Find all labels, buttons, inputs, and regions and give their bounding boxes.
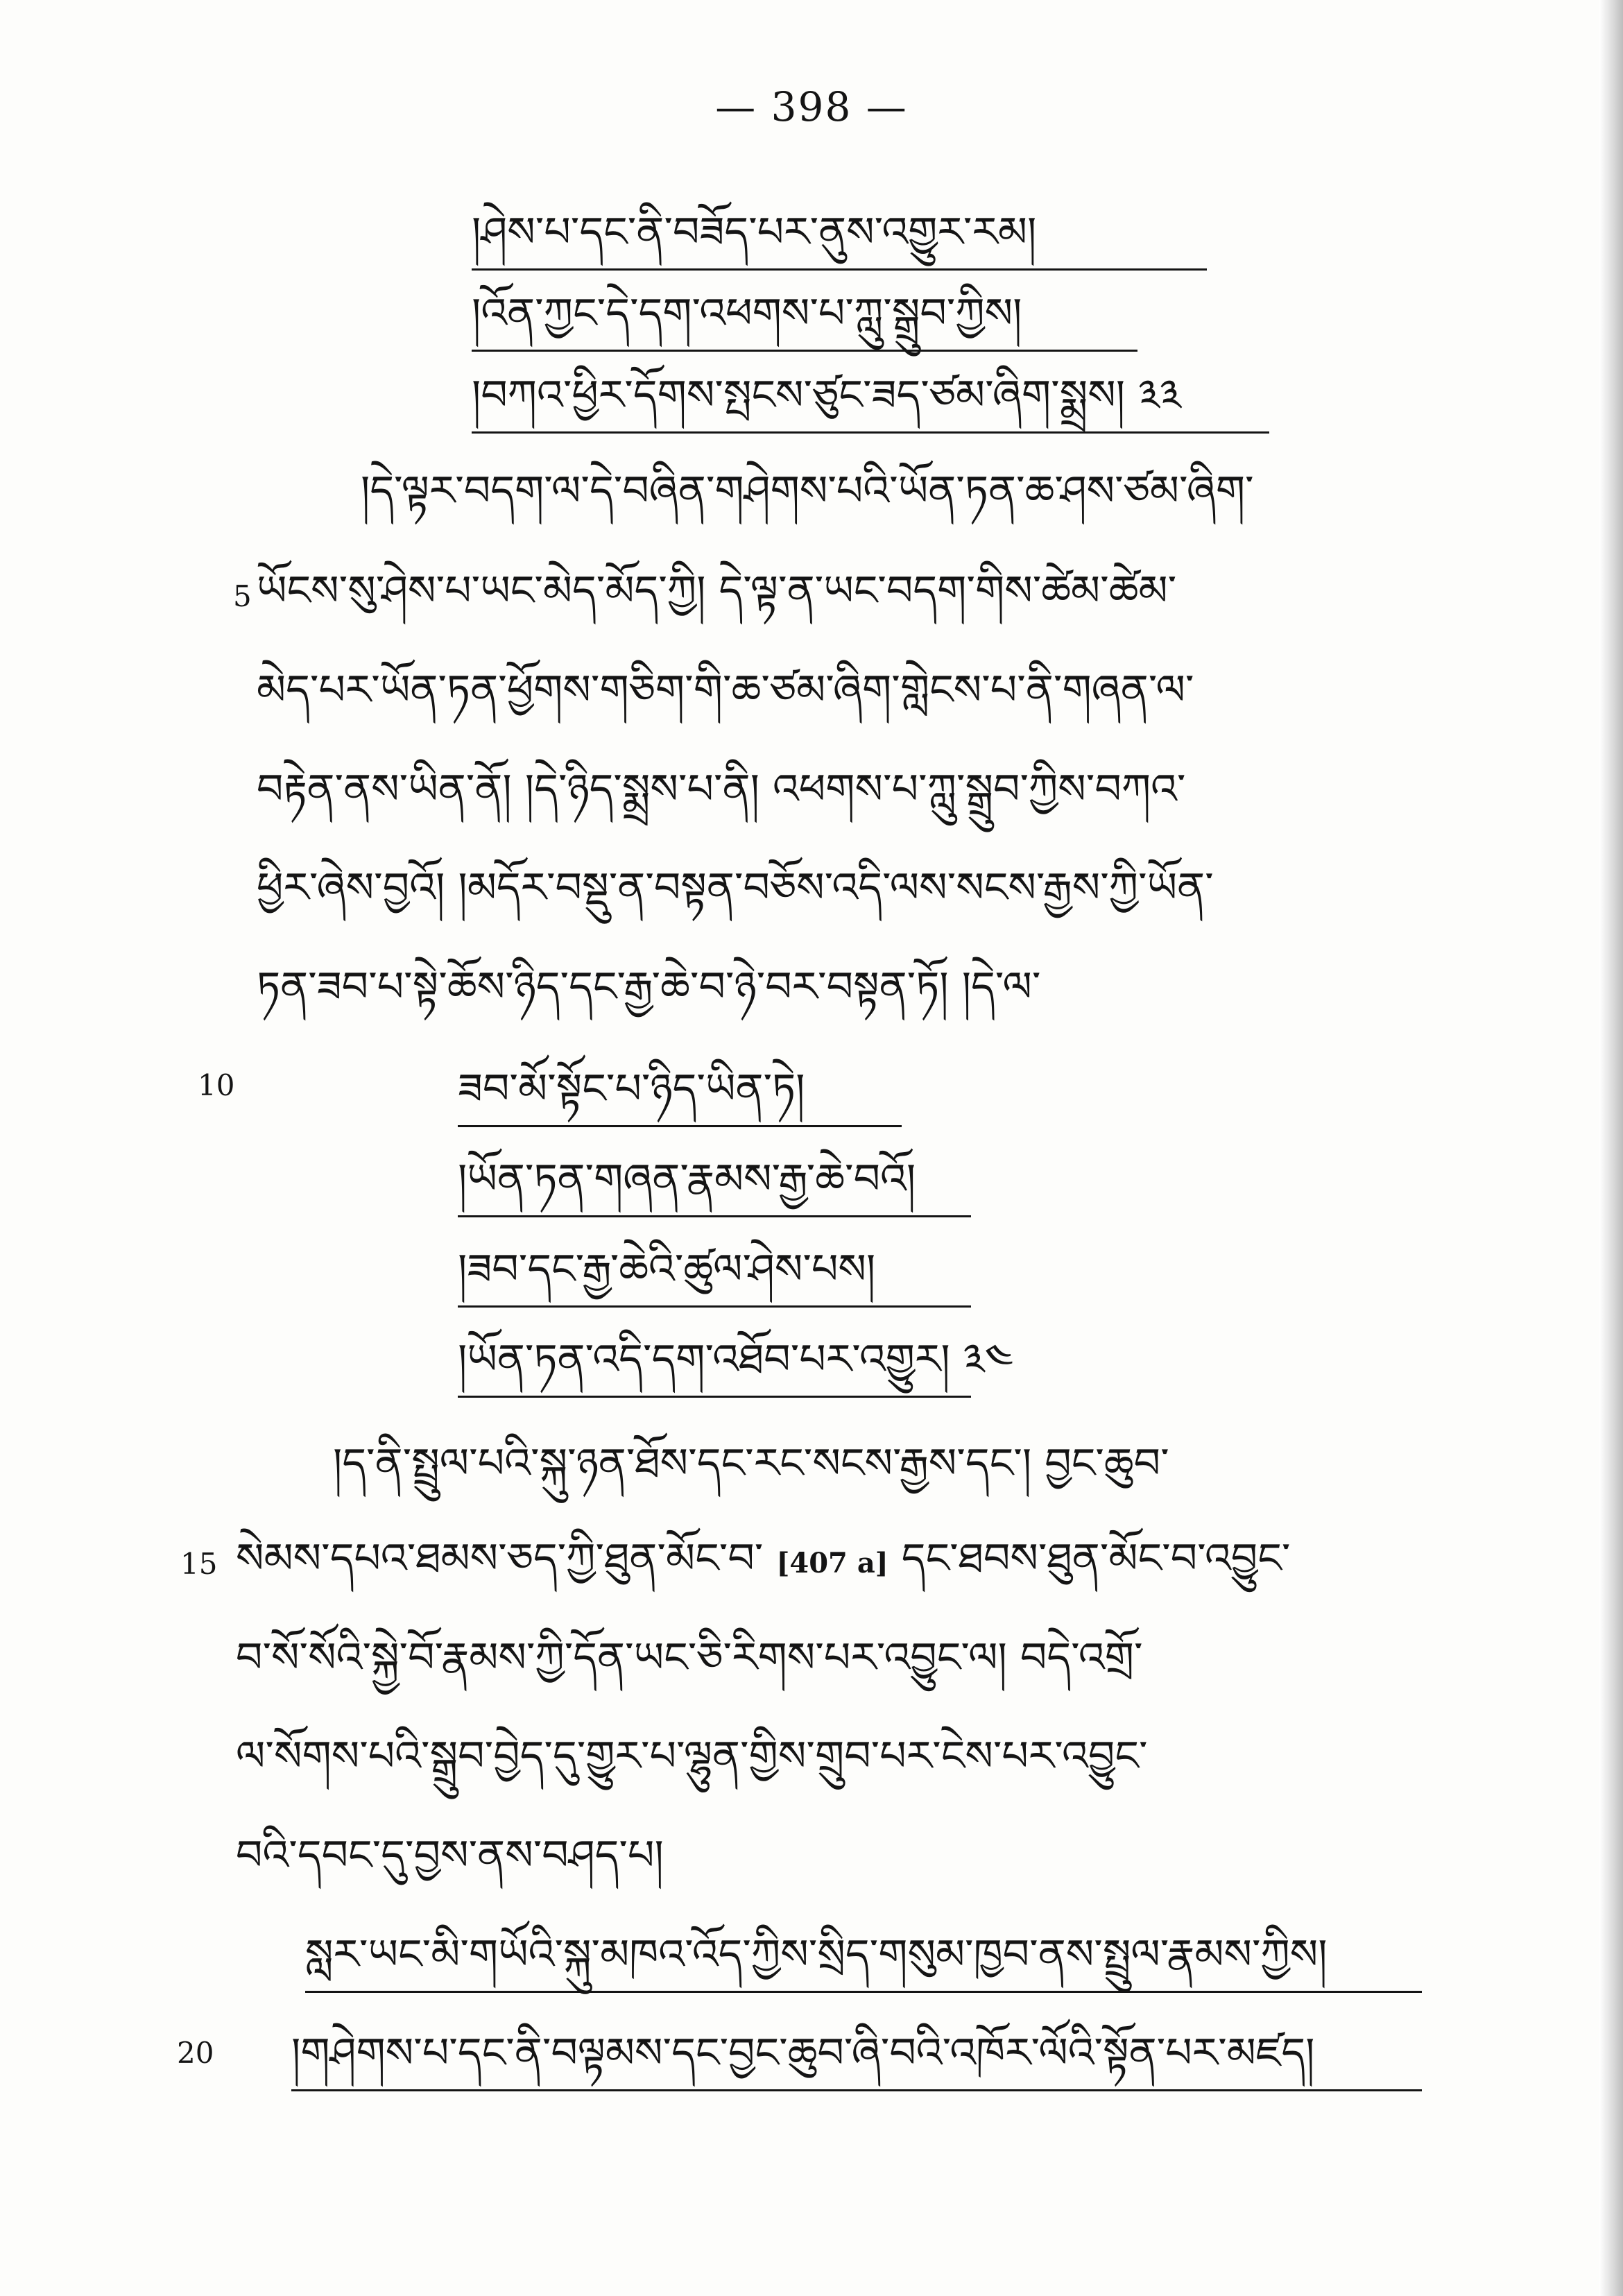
prose-2-line-2-before-folio: སེམས་དཔའ་ཐམས་ཅད་ཀྱི་ཐུན་མོང་བ་ <box>236 1534 764 1583</box>
verse-2-line-2: །ཡོན་ཏན་གཞན་རྣམས་རྒྱ་ཆེ་བའོ། <box>458 1151 971 1217</box>
verse-3-line-2: །གཤེགས་པ་དང་ནི་བལྟམས་དང་བྱང་ཆུབ་ཞི་བའི་འཁོར་ལོའི་སྟོན་པར་མཛད། <box>291 2025 1422 2091</box>
verse-1-line-1: །ཤེས་པ་དང་ནི་བཟོད་པར་ནུས་འགྱུར་རམ། <box>472 205 1207 271</box>
line-number-10: 10 <box>198 1068 235 1102</box>
prose-1-line-5: ཕྱིར་ཞེས་བྱའོ། །མདོར་བསྡུ་ན་བསྟན་བཅོས་འདི་ལས་སངས་རྒྱས་ཀྱི་ཡོན་ <box>257 864 1214 912</box>
verse-2-line-4: །ཡོན་ཏན་འདི་དག་འཐོབ་པར་འགྱུར། ༣༤ <box>458 1332 971 1398</box>
verse-3-line-1: སླར་ཡང་མི་གཡོའི་སྐུ་མཁའ་འོད་ཀྱིས་སྲིད་གསུམ་ཁྱབ་ནས་སྤྲུལ་རྣམས་ཀྱིས། <box>305 1927 1422 1993</box>
verse-1-line-2: །འོན་ཀྱང་དེ་དག་འཕགས་པ་ཀླུ་སྒྲུབ་ཀྱིས། <box>472 286 1137 352</box>
line-number-5: 5 <box>233 579 252 613</box>
prose-1-line-2: ཡོངས་སུ་ཤེས་པ་ཡང་མེད་མོད་ཀྱི། དེ་ལྟ་ན་ཡང་བདག་གིས་ཚེམ་ཚེམ་ <box>257 567 1177 615</box>
verse-2-line-1: ཟབ་མོ་སྟོང་པ་ཉིད་ཡིན་ཏེ། <box>458 1061 902 1127</box>
line-number-15: 15 <box>180 1547 218 1581</box>
page-number: — 398 — <box>715 83 908 130</box>
line-number-20: 20 <box>177 2036 214 2070</box>
folio-marker: [407 a] <box>776 1547 888 1579</box>
prose-1-line-4: བརྟེན་ནས་ཡིན་ནོ། །དེ་ཉིད་སྨྲས་པ་ནི། འཕགས་པ་ཀླུ་སྒྲུབ་ཀྱིས་བཀའ་ <box>257 765 1186 814</box>
prose-2-line-2 <box>236 1531 1290 1591</box>
verse-2-line-3: །ཟབ་དང་རྒྱ་ཆེའི་ཚུལ་ཤེས་པས། <box>458 1242 971 1308</box>
verse-1-line-3: །བཀའ་ཕྱིར་དོགས་སྤངས་ཙུང་ཟད་ཙམ་ཞིག་སྨྲས། ༣༣ <box>472 368 1269 434</box>
prose-2-line-3: བ་སོ་སོའི་སྐྱེ་བོ་རྣམས་ཀྱི་དོན་ཡང་ཅི་རིགས་པར་འབྱུང་ལ། བདེ་འགྲོ་ <box>236 1634 1143 1682</box>
prose-2-line-2-after-folio: དང་ཐབས་ཐུན་མོང་བ་འབྱུང་ <box>901 1534 1291 1583</box>
prose-1-line-1: །དེ་ལྟར་བདག་ལ་དེ་བཞིན་གཤེགས་པའི་ཡོན་ཏན་ཆ་ཤས་ཙམ་ཞིག་ <box>361 467 1254 515</box>
prose-2-line-1: །ད་ནི་སྤྲུལ་པའི་སྐུ་ཉན་ཐོས་དང་རང་སངས་རྒྱས་དང་། བྱང་ཆུབ་ <box>333 1439 1169 1488</box>
page-edge-shadow <box>1599 0 1623 2296</box>
prose-2-line-4: ལ་སོགས་པའི་སྒྲུབ་བྱེད་དུ་གྱུར་པ་ལྷུན་གྱིས་གྲུབ་པར་ངེས་པར་འབྱུང་ <box>236 1732 1148 1781</box>
prose-2-line-5: བའི་དབང་དུ་བྱས་ནས་བཤད་པ། <box>236 1831 664 1880</box>
prose-1-line-6: ཏན་ཟབ་པ་སྟེ་ཆོས་ཉིད་དང་རྒྱ་ཆེ་བ་ཉེ་བར་བསྟན་ཏོ། །དེ་ལ་ <box>257 963 1041 1011</box>
prose-1-line-3: མེད་པར་ཡོན་ཏན་ཕྱོགས་གཅིག་གི་ཆ་ཙམ་ཞིག་གླེངས་པ་ནི་གཞན་ལ་ <box>257 666 1194 714</box>
